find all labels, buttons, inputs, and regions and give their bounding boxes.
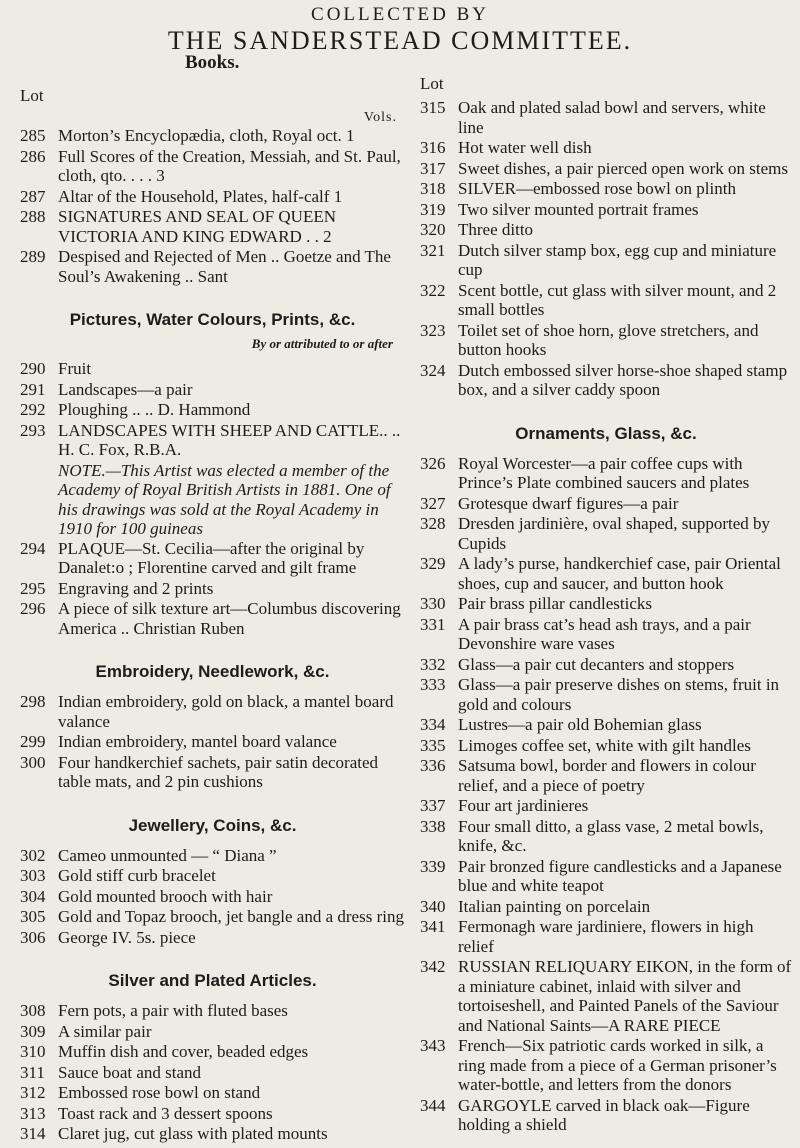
left-column (20, 52, 405, 1145)
lot-entry (20, 1083, 405, 1103)
lot-description: Dresden jardinière, oval shaped, supported by Cupids (458, 514, 771, 553)
lot-entry (420, 494, 792, 514)
lot-description: RUSSIAN RELIQUARY EIKON, in the form of a miniature cabinet, inlaid with silver and tortoiseshell, and Painted Panels of the Saviour and National Saints—A RARE PIECE (458, 957, 792, 1035)
lot-description: Full Scores of the Creation, Messiah, and St. Paul, cloth, qto. . . . 3 (58, 146, 401, 185)
lot-number: 310 (20, 1042, 46, 1061)
embroidery-heading: Embroidery, Needlework, &c. (95, 662, 330, 681)
lot-number: 303 (20, 866, 46, 885)
lot-number: 288 (20, 207, 46, 226)
lot-number: 339 (420, 856, 446, 876)
lot-entry (420, 756, 792, 795)
vols-label: Vols. (363, 110, 397, 125)
lot-description: Glass—a pair preserve dishes on stems, fruit in gold and colours (458, 675, 780, 714)
lot-entry (420, 554, 792, 593)
lot-entry (20, 866, 405, 886)
lot-entry (420, 857, 792, 896)
lot-entry (420, 897, 792, 917)
lot-number: 309 (20, 1021, 46, 1041)
lot-description: Toast rack and 3 dessert spoons (58, 1103, 273, 1123)
lot-description: Indian embroidery, mantel board valance (58, 732, 337, 751)
lot-entry (20, 1042, 405, 1062)
lot-description: A lady’s purse, handkerchief case, pair Oriental shoes, cup and saucer, and button hook (458, 554, 781, 593)
silver-list-continued (420, 98, 792, 400)
lot-entry (20, 207, 405, 246)
lot-description: Fermonagh ware jardiniere, flowers in high relief (458, 917, 754, 956)
lot-description: Cameo unmounted — “ Diana ” (58, 845, 277, 865)
jewellery-list (20, 846, 405, 948)
lot-description: Four art jardinieres (458, 796, 589, 815)
lot-label-right: Lot (420, 74, 444, 93)
lot-description: Two silver mounted portrait frames (458, 199, 699, 219)
lot-description: Limoges coffee set, white with gilt handles (458, 735, 751, 755)
lot-entry (20, 126, 405, 146)
lot-entry (420, 514, 792, 553)
lot-description: Pair bronzed figure candlesticks and a Japanese blue and white teapot (458, 856, 782, 895)
lot-entry (420, 361, 792, 400)
lot-number: 330 (420, 594, 446, 613)
lot-description: SIGNATURES AND SEAL OF QUEEN VICTORIA AND KING EDWARD . . 2 (58, 207, 336, 246)
lot-entry (20, 1022, 405, 1042)
lot-description: Despised and Rejected of Men .. Goetze and The Soul’s Awakening .. Sant (58, 247, 391, 286)
lot-entry (20, 380, 405, 400)
lot-number: 324 (420, 360, 446, 380)
lot-number: 315 (420, 98, 446, 117)
lot-description: A pair brass cat’s head ash trays, and a pair Devonshire ware vases (458, 614, 751, 653)
lot-entry (420, 321, 792, 360)
lot-number: 334 (420, 715, 446, 734)
lot-description: Italian painting on porcelain (458, 896, 651, 916)
jewellery-heading: Jewellery, Coins, &c. (128, 815, 297, 835)
lot-description: Morton’s Encyclopædia, cloth, Royal oct. 1 (58, 126, 355, 145)
embroidery-list (20, 692, 405, 792)
lot-entry (20, 421, 405, 460)
lot-number: 285 (20, 126, 46, 145)
lot-entry (420, 715, 792, 735)
lot-entry (420, 594, 792, 614)
lot-description: Fern pots, a pair with fluted bases (58, 1001, 288, 1020)
lot-entry (20, 400, 405, 420)
lot-label-left: Lot (20, 86, 44, 105)
lot-entry (420, 159, 792, 179)
lot-description: Landscapes—a pair (58, 379, 193, 399)
lot-number: 291 (20, 379, 46, 399)
lot-description: Oak and plated salad bowl and servers, white line (458, 98, 766, 137)
lot-number: 326 (420, 453, 446, 473)
lot-description: Indian embroidery, gold on black, a mantel board valance (58, 692, 394, 731)
right-column (420, 52, 792, 1136)
pictures-heading: Pictures, Water Colours, Prints, &c. (69, 310, 356, 329)
ornaments-heading: Ornaments, Glass, &c. (515, 423, 697, 443)
pictures-list (20, 359, 405, 460)
lot-description: Dutch embossed silver horse-shoe shaped stamp box, and a silver caddy spoon (458, 360, 788, 399)
lot-description: Satsuma bowl, border and flowers in colour relief, and a piece of poetry (458, 756, 756, 795)
lot-entry (420, 1036, 792, 1095)
lot-entry (20, 1063, 405, 1083)
lot-description: Four small ditto, a glass vase, 2 metal bowls, knife, &c. (458, 816, 764, 855)
lot-entry (20, 1124, 405, 1144)
lot-entry (420, 796, 792, 816)
lot-number: 313 (20, 1103, 46, 1123)
lot-number: 333 (420, 675, 446, 694)
lot-description: Gold and Topaz brooch, jet bangle and a dress ring (58, 907, 404, 926)
books-list (20, 126, 405, 286)
lot-entry (20, 846, 405, 866)
books-heading: Books. (185, 52, 240, 73)
lot-number: 314 (20, 1124, 46, 1143)
lot-number: 332 (420, 654, 446, 674)
lot-description: Pair brass pillar candlesticks (458, 594, 653, 613)
lot-entry (20, 1001, 405, 1021)
lot-number: 294 (20, 538, 46, 558)
lot-entry (420, 736, 792, 756)
lot-number: 341 (420, 917, 446, 936)
lot-number: 306 (20, 927, 46, 947)
lot-number: 305 (20, 907, 46, 926)
lot-number: 322 (420, 280, 446, 300)
lot-entry (420, 957, 792, 1035)
lot-description: Royal Worcester—a pair coffee cups with Prince’s Plate combined saucers and plates (458, 453, 750, 492)
page-header (0, 4, 800, 56)
lot-number: 316 (420, 138, 446, 157)
lot-number: 300 (20, 752, 46, 772)
ornaments-list (420, 454, 792, 1135)
lot-entry (420, 241, 792, 280)
attribution-subheading: By or attributed to or after (251, 336, 393, 351)
silver-heading: Silver and Plated Articles. (108, 971, 317, 990)
lot-number: 331 (420, 614, 446, 634)
lot-entry (420, 179, 792, 199)
lot-description: Ploughing .. .. D. Hammond (58, 400, 251, 419)
lot-description: Claret jug, cut glass with plated mounts (58, 1124, 328, 1143)
lot-entry (420, 1096, 792, 1135)
lot-entry (20, 928, 405, 948)
lot-number: 304 (20, 886, 46, 906)
lot-description: Lustres—a pair old Bohemian glass (458, 715, 702, 734)
lot-description: A piece of silk texture art—Columbus discovering America .. Christian Ruben (58, 599, 401, 638)
lot-number: 342 (420, 957, 446, 976)
lot-number: 337 (420, 796, 446, 815)
lot-number: 293 (20, 420, 46, 440)
collected-by-line: COLLECTED BY (311, 4, 489, 25)
lot-entry (420, 454, 792, 493)
lot-entry (420, 817, 792, 856)
lot-number: 302 (20, 845, 46, 865)
lot-description: Scent bottle, cut glass with silver mount, and 2 small bottles (458, 280, 777, 319)
lot-number: 312 (20, 1083, 46, 1102)
lot-number: 336 (420, 756, 446, 775)
lot-description: Grotesque dwarf figures—a pair (458, 493, 679, 513)
lot-entry (420, 281, 792, 320)
lot-description: Toilet set of shoe horn, glove stretchers, and button hooks (458, 320, 759, 359)
lot-entry (20, 753, 405, 792)
lot-entry (20, 887, 405, 907)
lot-number: 329 (420, 554, 446, 573)
lot-number: 338 (420, 816, 446, 836)
lot-number: 321 (420, 240, 446, 260)
lot-entry (20, 187, 405, 207)
committee-title: THE SANDERSTEAD COMMITTEE. (167, 26, 633, 55)
lot-entry (20, 907, 405, 927)
lot-entry (20, 732, 405, 752)
lot-description: Embossed rose bowl on stand (58, 1083, 261, 1102)
lot-description: Four handkerchief sachets, pair satin decorated table mats, and 2 pin cushions (58, 752, 379, 791)
lot-description: Gold mounted brooch with hair (58, 886, 273, 906)
pictures-list-continued (20, 539, 405, 639)
lot-description: Muffin dish and cover, beaded edges (58, 1042, 309, 1061)
lot-entry (420, 200, 792, 220)
lot-number: 323 (420, 320, 446, 340)
lot-description: Hot water well dish (458, 138, 592, 157)
lot-description: George IV. 5s. piece (58, 927, 196, 947)
lot-entry (20, 147, 405, 186)
lot-number: 318 (420, 179, 446, 198)
lot-number: 289 (20, 247, 46, 266)
lot-number: 292 (20, 400, 46, 419)
lot-description: Dutch silver stamp box, egg cup and miniature cup (458, 240, 777, 279)
lot-description: Engraving and 2 prints (58, 578, 214, 598)
lot-description: Three ditto (458, 220, 534, 239)
lot-number: 319 (420, 199, 446, 219)
lot-entry (20, 247, 405, 286)
lot-number: 328 (420, 514, 446, 533)
lot-number: 298 (20, 692, 46, 711)
lot-description: SILVER—embossed rose bowl on plinth (458, 179, 736, 198)
lot-number: 308 (20, 1001, 46, 1020)
lot-entry (20, 579, 405, 599)
lot-description: PLAQUE—St. Cecilia—after the original by Danalet:o ; Florentine carved and gilt frame (58, 538, 365, 577)
lot-entry (20, 359, 405, 379)
lot-number: 343 (420, 1036, 446, 1055)
lot-entry (420, 220, 792, 240)
lot-entry (20, 539, 405, 578)
lot-number: 286 (20, 146, 46, 166)
lot-description: Fruit (58, 359, 92, 378)
artist-note: NOTE.—This Artist was elected a member of the Academy of Royal British Artists in 1881. One of his drawings was sold at the Royal Academy in 1910 for 100 guineas (58, 460, 391, 538)
lot-number: 320 (420, 220, 446, 239)
lot-number: 287 (20, 186, 46, 206)
lot-description: Glass—a pair cut decanters and stoppers (458, 654, 735, 674)
lot-number: 340 (420, 896, 446, 916)
lot-number: 327 (420, 493, 446, 513)
lot-description: Sweet dishes, a pair pierced open work on stems (458, 158, 788, 178)
lot-description: Gold stiff curb bracelet (58, 866, 216, 885)
lot-entry (20, 692, 405, 731)
lot-entry (20, 599, 405, 638)
lot-entry (420, 138, 792, 158)
lot-number: 317 (420, 158, 446, 178)
lot-description: LANDSCAPES WITH SHEEP AND CATTLE.. .. H. C. Fox, R.B.A. (58, 420, 401, 459)
lot-description: A similar pair (58, 1021, 152, 1041)
silver-list (20, 1001, 405, 1144)
lot-description: Sauce boat and stand (58, 1062, 202, 1082)
lot-description: GARGOYLE carved in black oak—Figure holding a shield (458, 1095, 750, 1134)
lot-entry (420, 655, 792, 675)
lot-number: 290 (20, 359, 46, 378)
lot-entry (420, 98, 792, 137)
lot-number: 344 (420, 1095, 446, 1115)
lot-number: 311 (20, 1062, 45, 1082)
lot-number: 296 (20, 599, 46, 618)
lot-entry (420, 675, 792, 714)
lot-description: Altar of the Household, Plates, half-calf 1 (58, 186, 343, 206)
lot-entry (420, 917, 792, 956)
lot-entry (20, 1104, 405, 1124)
lot-description: French—Six patriotic cards worked in silk, a ring made from a piece of a German prisoner’s water-bottle, and letters from the donors (458, 1036, 777, 1094)
lot-number: 335 (420, 735, 446, 755)
lot-number: 299 (20, 732, 46, 751)
lot-number: 295 (20, 578, 46, 598)
lot-entry (420, 615, 792, 654)
